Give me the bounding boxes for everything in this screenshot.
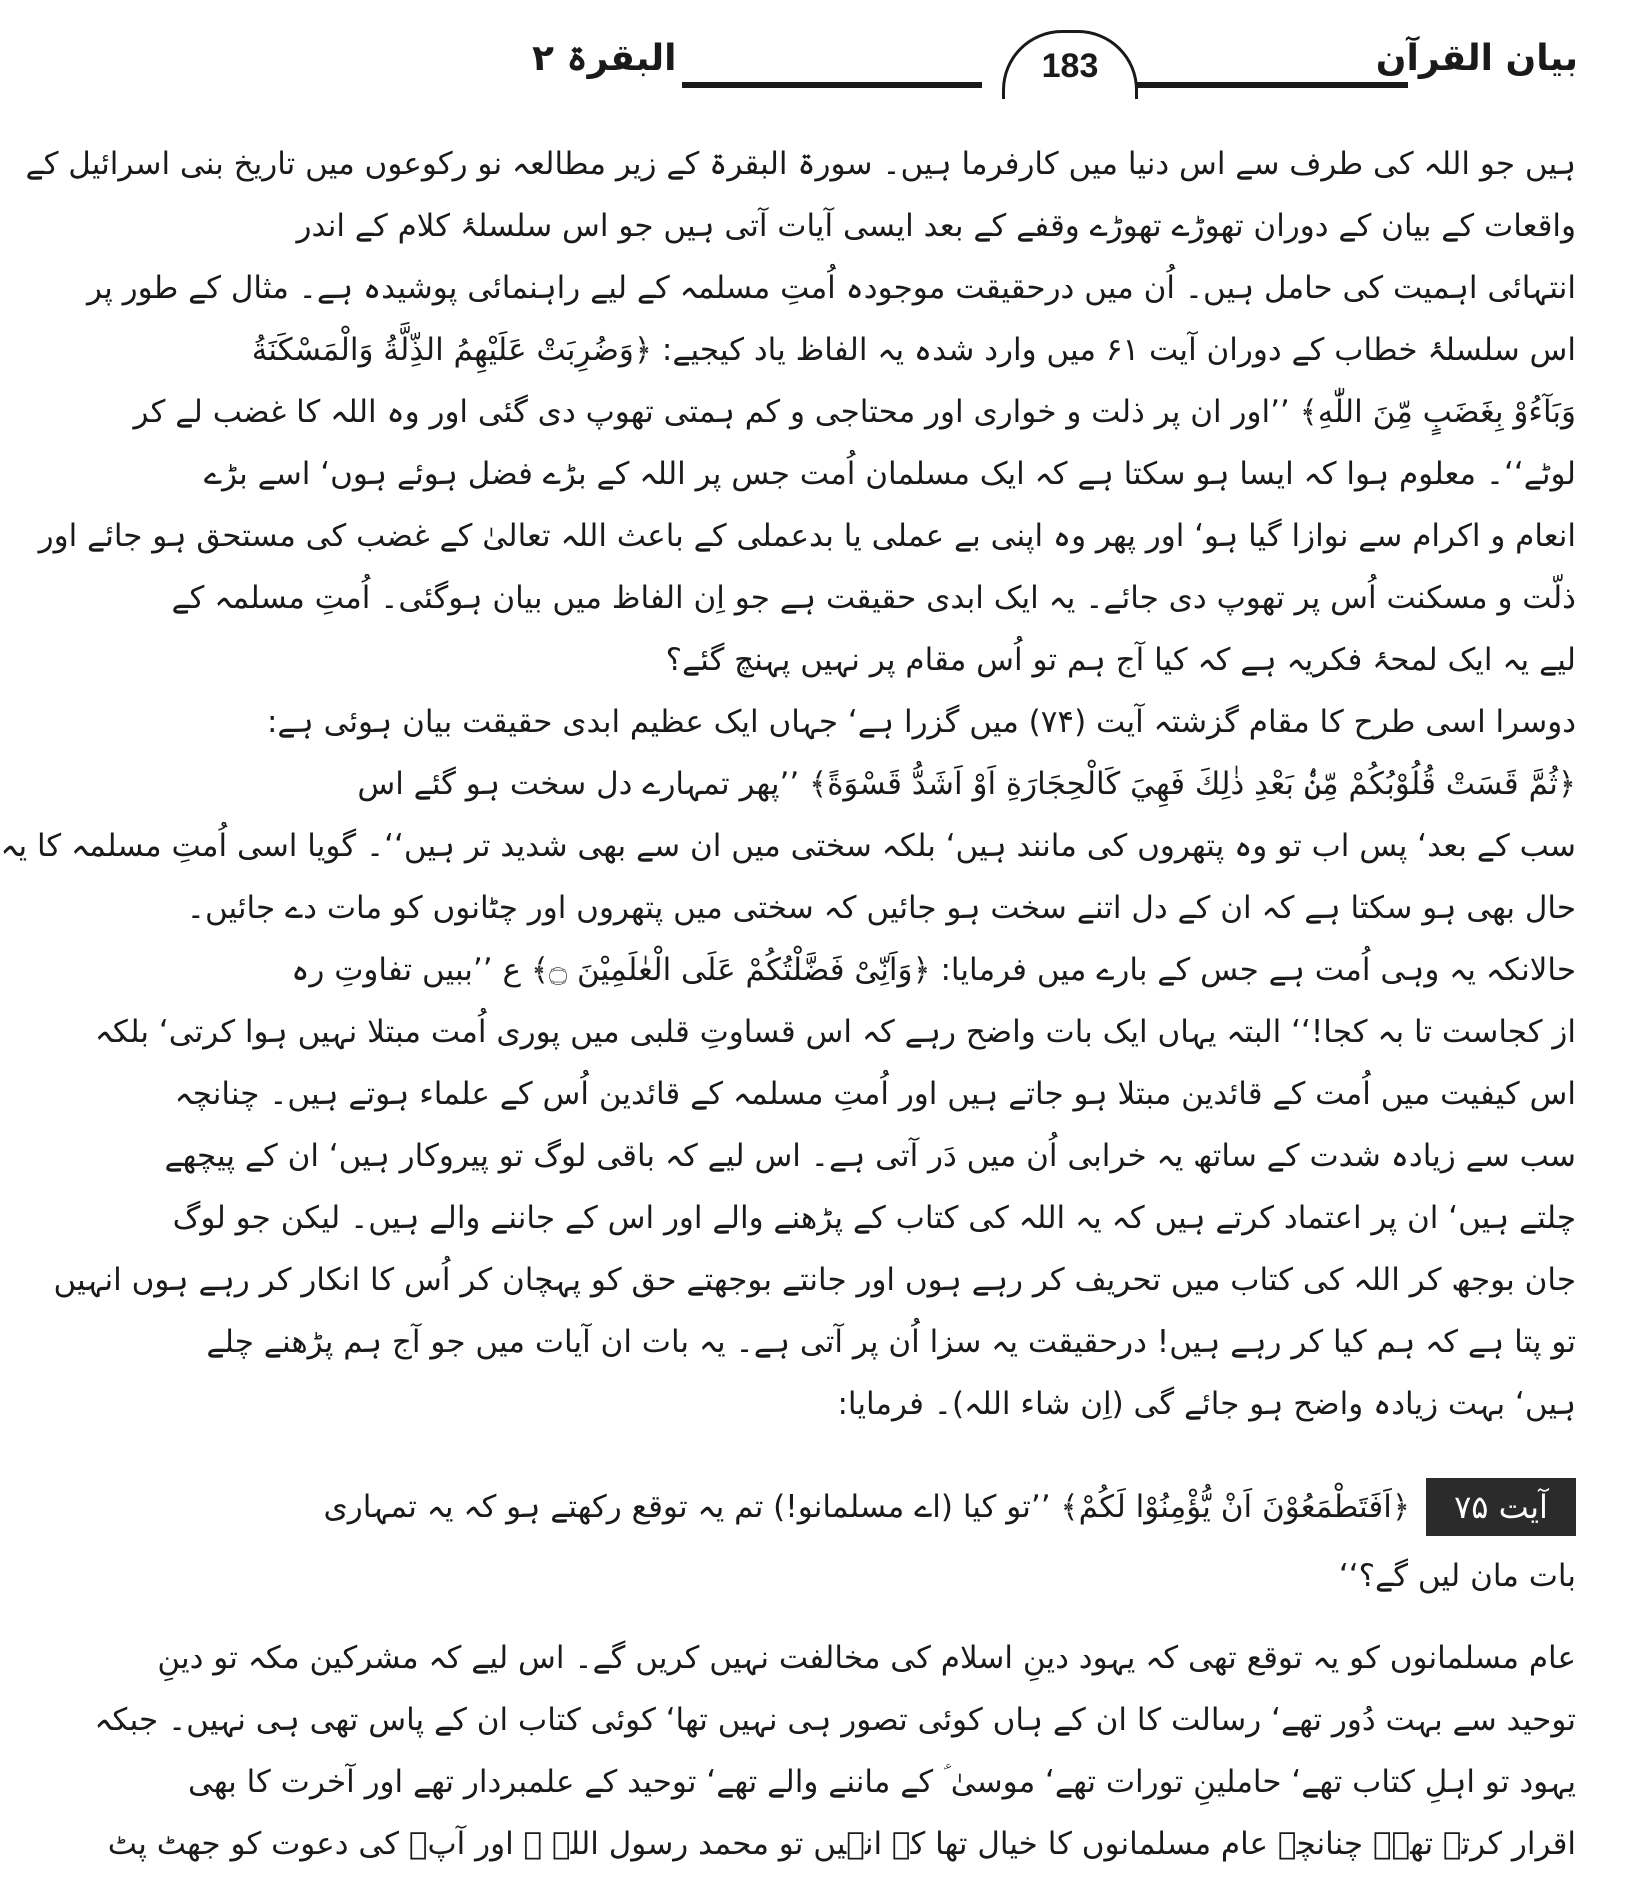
text-line: اس کیفیت میں اُمت کے قائدین مبتلا ہو جاتے ہیں اور اُمتِ مسلمہ کے قائدین اُس کے علماء ہوتے ہیں۔ چنانچہ [174,1076,1576,1112]
book-title: بیان القرآن [1375,38,1578,79]
text-line: توحید سے بہت دُور تھے‘ رسالت کا ان کے ہاں کوئی تصور ہی نہیں تھا‘ کوئی کتاب ان کے پاس تھی ہی نہیں۔ جبکہ [94,1702,1576,1738]
ayah-number-badge: آیت ۷۵ [1426,1478,1576,1536]
text-line: ہیں‘ بہت زیادہ واضح ہو جائے گی (اِن شاء اللہ)۔ فرمایا: [837,1386,1576,1422]
text-line: چلتے ہیں‘ ان پر اعتماد کرتے ہیں کہ یہ اللہ کی کتاب کے پڑھنے والے اور اس کے جاننے والے ہیں۔ لیکن جو لوگ [172,1200,1576,1236]
text-line: سب سے زیادہ شدت کے ساتھ یہ خرابی اُن میں دَر آتی ہے۔ اس لیے کہ باقی لوگ تو پیروکار ہیں‘ ان کے پیچھے [164,1138,1576,1174]
text-line: از کجاست تا بہ کجا!‘‘ البتہ یہاں ایک بات واضح رہے کہ اس قساوتِ قلبی میں پوری اُمت مبتلا نہیں ہوا کرتی‘ بلکہ [94,1014,1576,1050]
page-header [532,30,1578,120]
header-rule-right [1118,82,1408,88]
text-line: واقعات کے بیان کے دوران تھوڑے تھوڑے وقفے کے بعد ایسی آیات آتی ہیں جو اس سلسلۂ کلام کے اندر [296,208,1576,244]
page-number: 183 [1041,46,1099,85]
page-number-frame [1002,30,1138,99]
text-line: ہیں جو اللہ کی طرف سے اس دنیا میں کارفرما ہیں۔ سورۃ البقرۃ کے زیر مطالعہ نو رکوعوں میں تاریخ بنی اسرائیل کے [25,146,1576,182]
text-line: وَبَآءُوْ بِغَضَبٍ مِّنَ اللّٰهِ﴾ ’’اور ان پر ذلت و خواری اور محتاجی و کم ہمتی تھوپ دی گئی اور وہ اللہ کا غضب لے کر [133,394,1576,430]
text-line: انتہائی اہمیت کی حامل ہیں۔ اُن میں درحقیقت موجودہ اُمتِ مسلمہ کے لیے راہنمائی پوشیدہ ہے۔ مثال کے طور پر [87,270,1576,306]
text-line: انعام و اکرام سے نوازا گیا ہو‘ اور پھر وہ اپنی بے عملی یا بدعملی کے باعث اللہ تعالیٰ کے غضب کی مستحق ہو جائے اور [38,518,1576,554]
text-line: لیے یہ ایک لمحۂ فکریہ ہے کہ کیا آج ہم تو اُس مقام پر نہیں پہنچ گئے؟ [665,642,1576,678]
surah-label: البقرۃ ۲ [532,38,677,79]
text-line: اس سلسلۂ خطاب کے دوران آیت ۶۱ میں وارد شدہ یہ الفاظ یاد کیجیے: ﴿وَضُرِبَتْ عَلَيْهِمُ الذِّلَّةُ وَالْمَسْكَنَةُ [251,332,1576,368]
text-line: جان بوجھ کر اللہ کی کتاب میں تحریف کر رہے ہوں اور جانتے بوجھتے حق کو پہچان کر اُس کا انکار کر رہے ہوں انہیں [53,1262,1576,1298]
text-line: حالانکہ یہ وہی اُمت ہے جس کے بارے میں فرمایا: ﴿وَاَنِّىْ فَضَّلْتُكُمْ عَلَى الْعٰلَمِيْنَ ۝﴾ ع ’’ببیں تفاوتِ رہ [291,952,1576,988]
text-line: ذلّت و مسکنت اُس پر تھوپ دی جائے۔ یہ ایک ابدی حقیقت ہے جو اِن الفاظ میں بیان ہوگئی۔ اُمتِ مسلمہ کے [171,580,1576,616]
text-line: حال بھی ہو سکتا ہے کہ ان کے دل اتنے سخت ہو جائیں کہ سختی میں پتھروں اور چٹانوں کو مات دے جائیں۔ [186,890,1576,926]
text-line: لوٹے‘‘۔ معلوم ہوا کہ ایسا ہو سکتا ہے کہ ایک مسلمان اُمت جس پر اللہ کے بڑے فضل ہوئے ہوں‘ اسے بڑے [203,456,1576,492]
text-line: ﴿ثُمَّ قَسَتْ قُلُوْبُكُمْ مِّنْۢ بَعْدِ ذٰلِكَ فَهِيَ كَالْحِجَارَةِ اَوْ اَشَدُّ قَسْوَةً﴾ ’’پھر تمہارے دل سخت ہو گئے اس [357,766,1576,802]
text-line: سب کے بعد‘ پس اب تو وہ پتھروں کی مانند ہیں‘ بلکہ سختی میں ان سے بھی شدید تر ہیں‘‘۔ گویا اسی اُمتِ مسلمہ کا یہ [0,828,1576,864]
header-rule-left [682,82,982,88]
text-line: اقرار کرتے تھے۔ چنانچہ عام مسلمانوں کا خیال تھا کہ انہیں تو محمد رسول اللہ ﷺ اور آپؐ کی دعوت کو جھٹ پٹ [107,1826,1576,1862]
text-line: عام مسلمانوں کو یہ توقع تھی کہ یہود دینِ اسلام کی مخالفت نہیں کریں گے۔ اس لیے کہ مشرکین مکہ تو دینِ [157,1640,1576,1676]
ayah-text: ﴿اَفَتَطْمَعُوْنَ اَنْ يُّؤْمِنُوْا لَكُمْ﴾ ’’تو کیا (اے مسلمانو!) تم یہ توقع رکھتے ہو کہ یہ تمہاری [323,1489,1410,1525]
text-line: تو پتا ہے کہ ہم کیا کر رہے ہیں! درحقیقت یہ سزا اُن پر آتی ہے۔ یہ بات ان آیات میں جو آج ہم پڑھنے چلے [206,1324,1576,1360]
text-line: یہود تو اہلِ کتاب تھے‘ حاملینِ تورات تھے‘ موسیٰ ؑ کے ماننے والے تھے‘ توحید کے علمبردار تھے اور آخرت کا بھی [187,1764,1576,1800]
text-line: دوسرا اسی طرح کا مقام گزشتہ آیت (۷۴) میں گزرا ہے‘ جہاں ایک عظیم ابدی حقیقت بیان ہوئی ہے: [266,704,1576,740]
ayah-text-continuation: بات مان لیں گے؟‘‘ [1338,1558,1576,1594]
